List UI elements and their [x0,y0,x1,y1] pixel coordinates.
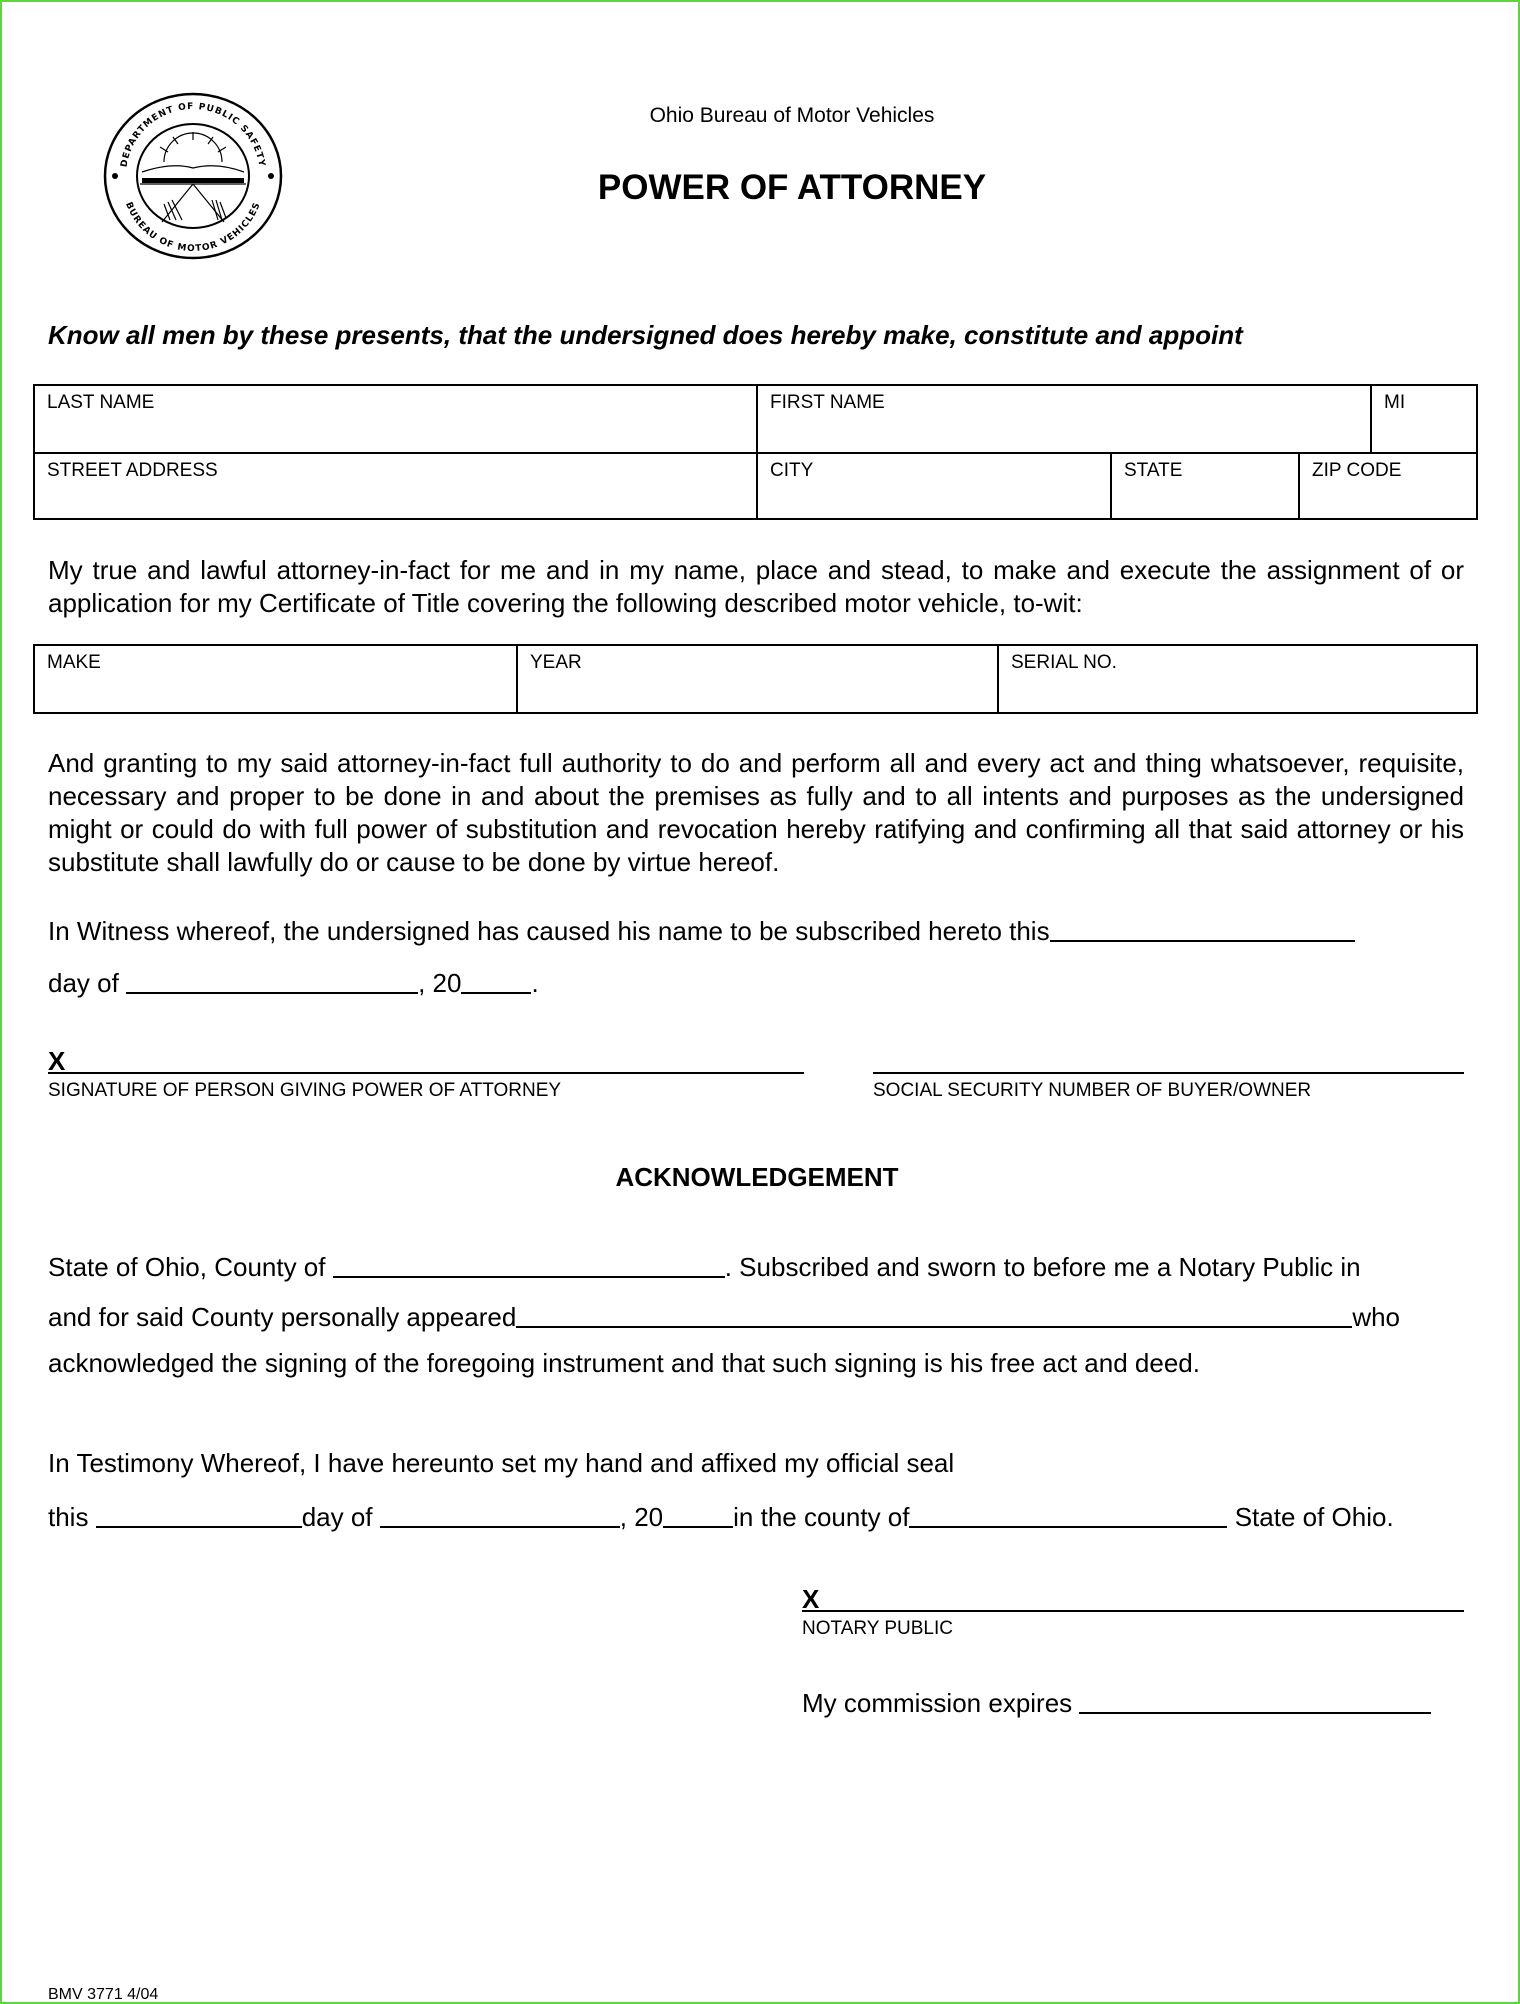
testimony-county-blank[interactable] [909,1500,1227,1528]
subscribed-text: . Subscribed and sworn to before me a Notary Public in [724,1252,1361,1282]
mi-field[interactable] [1370,386,1476,452]
testimony-month-blank[interactable] [380,1500,620,1528]
zip-code-label: ZIP CODE [1312,460,1402,481]
testimony-day-blank[interactable] [96,1500,302,1528]
agency-name: Ohio Bureau of Motor Vehicles [649,104,935,127]
witness-date-line [48,964,539,999]
notary-caption: NOTARY PUBLIC [802,1618,953,1639]
appeared-text: and for said County personally appeared [48,1302,517,1332]
state-of-ohio-text: State of Ohio. [1234,1502,1394,1532]
grantor-signature-caption: SIGNATURE OF PERSON GIVING POWER OF ATTORNEY [48,1080,562,1101]
make-label: MAKE [47,652,101,673]
state-field[interactable] [1110,452,1298,518]
state-label: STATE [1124,460,1183,481]
county-of-text: in the county of [733,1502,910,1532]
commission-text: My commission expires [802,1688,1073,1718]
testimony-date-line [48,1498,1394,1533]
ssn-line[interactable] [873,1072,1464,1074]
witness-period: . [531,968,539,998]
county-line [48,1248,1361,1283]
seal-bottom-text: BUREAU OF MOTOR VEHICLES [123,200,263,255]
first-name-field[interactable] [756,386,1370,452]
city-field[interactable] [756,452,1110,518]
acknowledged-line: acknowledged the signing of the foregoing instrument and that such signing is his free act and deed. [48,1348,1200,1378]
year-label: YEAR [530,652,582,673]
commission-expires-blank[interactable] [1079,1686,1431,1714]
attorney-info-grid [33,384,1478,520]
form-title: POWER OF ATTORNEY [597,168,987,207]
notary-signature-x: X [802,1584,820,1614]
notary-signature-line[interactable] [802,1610,1464,1612]
acknowledgement-heading: ACKNOWLEDGEMENT [615,1162,899,1192]
last-name-field[interactable] [35,386,756,452]
seal-top-text: DEPARTMENT OF PUBLIC SAFETY [119,101,267,169]
attorney-paragraph: My true and lawful attorney-in-fact for me and in my name, place and stead, to make and execute the assignment of or application for my Certificate of Title covering the following described motor vehicle, to-wit: [48,555,1464,618]
authority-paragraph: And granting to my said attorney-in-fact full authority to do and perform all and every act and thing whatsoever, requisite, necessary and proper to be done in and about the premises as fully and to all intents and purposes as the undersigned might or could do with full power of substitution and revocation hereby ratifying and confirming all that said attorney or his substitute shall lawfully do or cause to be done by virtue hereof. [48,748,1464,877]
serial-no-field[interactable] [997,646,1476,712]
serial-no-label: SERIAL NO. [1011,652,1117,673]
grantor-signature-x: X [48,1046,66,1076]
this-text: this [48,1502,89,1532]
witness-day-blank[interactable] [1050,914,1355,942]
testimony-year-prefix: , 20 [619,1502,664,1532]
testimony-day-of-text: day of [301,1502,373,1532]
year-field[interactable] [516,646,997,712]
appeared-line [48,1298,1400,1333]
witness-year-blank[interactable] [461,966,531,994]
last-name-label: LAST NAME [47,392,155,413]
intro-statement: Know all men by these presents, that the undersigned does hereby make, constitute and appoint [48,320,1243,350]
testimony-year-blank[interactable] [663,1500,733,1528]
witness-text: In Witness whereof, the undersigned has caused his name to be subscribed hereto this [48,916,1050,946]
city-label: CITY [770,460,814,481]
witness-month-blank[interactable] [126,966,418,994]
street-address-label: STREET ADDRESS [47,460,218,481]
mi-label: MI [1384,392,1406,413]
who-text: who [1352,1302,1401,1332]
commission-line [802,1684,1431,1719]
county-blank[interactable] [333,1250,725,1278]
state-county-text: State of Ohio, County of [48,1252,326,1282]
street-address-field[interactable] [35,452,756,518]
witness-line [48,912,1355,947]
testimony-line: In Testimony Whereof, I have hereunto set my hand and affixed my official seal [48,1448,955,1478]
ssn-caption: SOCIAL SECURITY NUMBER OF BUYER/OWNER [873,1080,1312,1101]
witness-day-of-text: day of [48,968,119,998]
grantor-signature-line[interactable] [48,1072,804,1074]
zip-code-field[interactable] [1298,452,1476,518]
first-name-label: FIRST NAME [770,392,885,413]
witness-year-prefix: , 20 [418,968,462,998]
form-id: BMV 3771 4/04 [48,1986,159,2003]
make-field[interactable] [35,646,516,712]
vehicle-info-grid [33,644,1478,714]
appeared-name-blank[interactable] [516,1300,1352,1328]
